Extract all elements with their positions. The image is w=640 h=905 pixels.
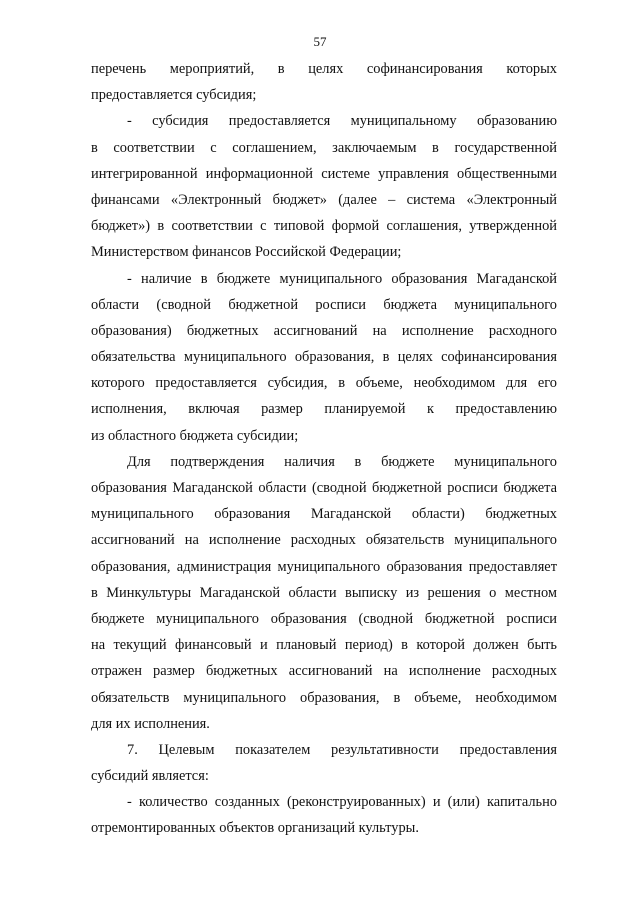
text-line: предоставляется субсидия; bbox=[91, 87, 257, 104]
text-line: в Минкультуры Магаданской области выписку из решения о местном bbox=[91, 584, 557, 601]
text-line: которого предоставляется субсидия, в объеме, необходимом для его bbox=[91, 375, 557, 392]
text-line: перечень мероприятий, в целях софинансирования которых bbox=[91, 61, 557, 77]
text-line: для их исполнения. bbox=[91, 715, 210, 732]
text-line: образования) бюджетных ассигнований на исполнение расходного bbox=[91, 322, 557, 339]
text-line: - субсидия предоставляется муниципальному образованию bbox=[127, 113, 557, 130]
text-line: муниципального образования Магаданской области) бюджетных bbox=[91, 506, 557, 523]
text-line: образования, администрация муниципального образования предоставляет bbox=[91, 558, 557, 575]
text-line: бюджете муниципального образования (сводной бюджетной росписи bbox=[91, 610, 557, 627]
paragraph bbox=[91, 449, 557, 737]
text-line: образования Магаданской области (сводной бюджетной росписи бюджета bbox=[91, 480, 557, 496]
text-line: - количество созданных (реконструированных) и (или) капитально bbox=[127, 794, 557, 811]
text-line: финансами «Электронный бюджет» (далее – система «Электронный bbox=[91, 191, 557, 208]
text-line: ассигнований на исполнение расходных обязательств муниципального bbox=[91, 532, 557, 549]
text-line: в соответствии с соглашением, заключаемым в государственной bbox=[91, 139, 557, 156]
text-line: 7. Целевым показателем результативности предоставления bbox=[127, 741, 557, 758]
text-line: отремонтированных объектов организаций культуры. bbox=[91, 820, 419, 837]
paragraph bbox=[91, 108, 557, 265]
text-line: на текущий финансовый и плановый период) в которой должен быть bbox=[91, 637, 557, 654]
text-line: интегрированной информационной системе управления общественными bbox=[91, 165, 557, 182]
paragraph bbox=[91, 737, 557, 789]
text-line: субсидий является: bbox=[91, 768, 209, 785]
text-line: - наличие в бюджете муниципального образования Магаданской bbox=[127, 270, 557, 287]
text-line: обязательства муниципального образования, в целях софинансирования bbox=[91, 349, 557, 366]
text-line: области (сводной бюджетной росписи бюджета муниципального bbox=[91, 296, 557, 313]
text-line: отражен размер бюджетных ассигнований на исполнение расходных bbox=[91, 663, 557, 680]
text-line: обязательств муниципального образования, в объеме, необходимом bbox=[91, 689, 557, 706]
page-number: 57 bbox=[313, 34, 327, 49]
text-line: Министерством финансов Российской Федерации; bbox=[91, 244, 402, 261]
document-body bbox=[91, 56, 557, 842]
text-line: исполнения, включая размер планируемой к предоставлению bbox=[91, 401, 557, 418]
text-line: бюджет») в соответствии с типовой формой соглашения, утвержденной bbox=[91, 218, 557, 235]
paragraph bbox=[91, 56, 557, 108]
paragraph bbox=[91, 266, 557, 449]
text-line: из областного бюджета субсидии; bbox=[91, 427, 299, 444]
paragraph bbox=[91, 789, 557, 841]
text-line: Для подтверждения наличия в бюджете муниципального bbox=[127, 453, 557, 470]
